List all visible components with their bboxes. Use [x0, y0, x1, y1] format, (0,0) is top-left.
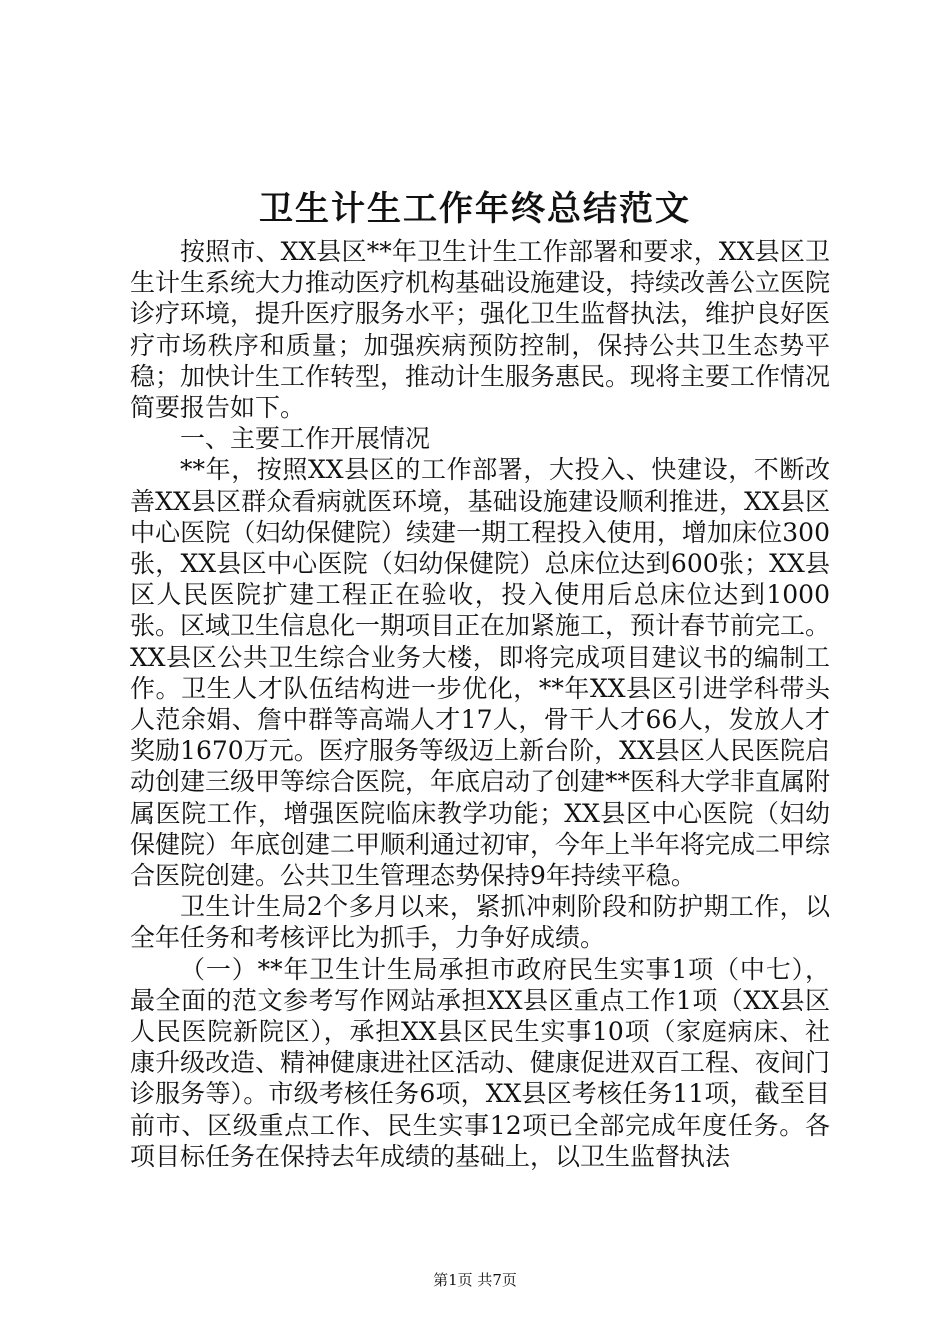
document-body: [130, 236, 830, 1172]
document-title: 卫生计生工作年终总结范文: [259, 189, 691, 229]
body-paragraph: **年，按照XX县区的工作部署，大投入、快建设，不断改善XX县区群众看病就医环境，基础设施建设顺利推进，XX县区中心医院（妇幼保健院）续建一期工程投入使用，增加床位300张，XX县区中心医院（妇幼保健院）总床位达到600张；XX县区人民医院扩建工程正在验收，投入使用后总床位达到1000张。区域卫生信息化一期项目正在加紧施工，预计春节前完工。XX县区公共卫生综合业务大楼，即将完成项目建议书的编制工作。卫生人才队伍结构进一步优化，**年XX县区引进学科带头人范余娟、詹中群等高端人才17人，骨干人才66人，发放人才奖励1670万元。医疗服务等级迈上新台阶，XX县区人民医院启动创建三级甲等综合医院，年底启动了创建**医科大学非直属附属医院工作，增强医院临床教学功能；XX县区中心医院（妇幼保健院）年底创建二甲顺利通过初审，今年上半年将完成二甲综合医院创建。公共卫生管理态势保持9年持续平稳。: [130, 455, 831, 891]
section-heading: 一、主要工作开展情况: [180, 424, 431, 454]
body-paragraph: （一）**年卫生计生局承担市政府民生实事1项（中七），最全面的范文参考写作网站承担XX县区重点工作1项（XX县区人民医院新院区），承担XX县区民生实事10项（家庭病床、社康升级改造、精神健康进社区活动、健康促进双百工程、夜间门诊服务等）。市级考核任务6项，XX县区考核任务11项，截至目前市、区级重点工作、民生实事12项已全部完成年度任务。各项目标任务在保持去年成绩的基础上，以卫生监督执法: [130, 954, 831, 1171]
page-footer: 第1页 共7页: [433, 1271, 517, 1289]
intro-paragraph: 按照市、XX县区**年卫生计生工作部署和要求，XX县区卫生计生系统大力推动医疗机构基础设施建设，持续改善公立医院诊疗环境，提升医疗服务水平；强化卫生监督执法，维护良好医疗市场秩序和质量；加强疾病预防控制，保持公共卫生态势平稳；加快计生工作转型，推动计生服务惠民。现将主要工作情况简要报告如下。: [130, 237, 831, 423]
body-paragraph: 卫生计生局2个多月以来，紧抓冲刺阶段和防护期工作，以全年任务和考核评比为抓手，力争好成绩。: [130, 892, 830, 953]
